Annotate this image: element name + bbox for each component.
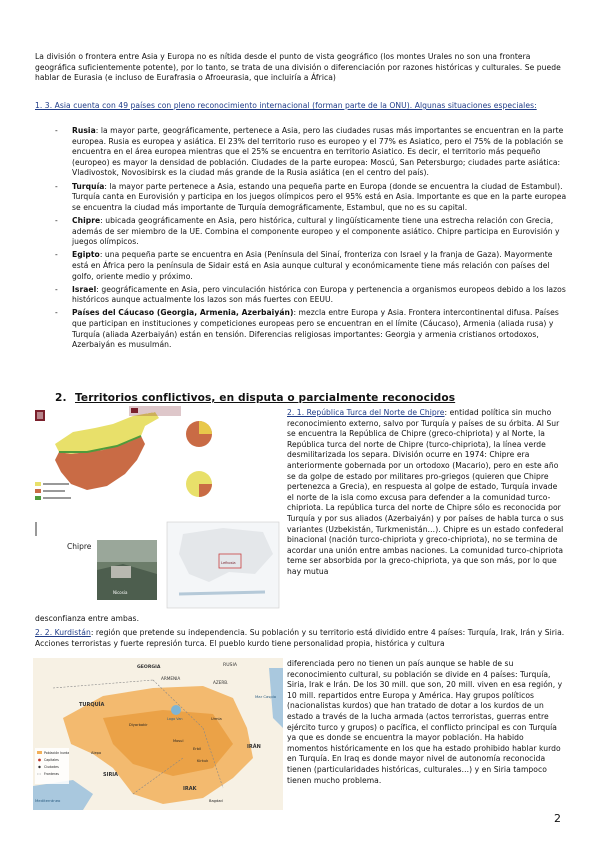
legend-row bbox=[35, 496, 41, 500]
cyprus-collage bbox=[33, 404, 283, 612]
map-label: IRÁN bbox=[247, 744, 261, 750]
cyprus-paragraph bbox=[287, 408, 565, 578]
city-label: Kirkuk bbox=[197, 759, 209, 763]
bullet-dash: - bbox=[55, 215, 58, 225]
item-name: Israel bbox=[72, 284, 97, 294]
list-item-turquia bbox=[55, 182, 567, 214]
cyprus-title: 2. 1. República Turca del Norte de Chipre bbox=[287, 408, 445, 417]
cyprus-figure bbox=[33, 404, 283, 612]
aerial-photo-building bbox=[111, 566, 131, 578]
item-text: : geográficamente en Asia, pero vinculación histórica con Europa y pertenencia a organismos europeos debido a los lazos históricos aunque actualmente los lazos son más fuertes con EEUU. bbox=[72, 284, 566, 305]
city-label: Diyarbakir bbox=[129, 723, 148, 727]
legend-row-text bbox=[43, 483, 69, 485]
map-label: Mar Caspio bbox=[255, 694, 277, 699]
map-caption: Chipre bbox=[67, 542, 92, 551]
item-name: Países del Cáucaso (Georgia, Armenia, Azerbaiyán) bbox=[72, 308, 294, 318]
legend-row bbox=[35, 489, 41, 493]
kurdistan-paragraph: diferenciada pero no tienen un país aunque se hable de su reconocimiento cultural, su población se divide en 4 países: Turquía, Siria, Irak e Irán. De los 30 mill. que son, 20 mill. viven en esa región, y 10 mill. repartidos entre Europa y América. Hay grupos políticos (nacionalistas kurdos) que han tratado de dotar a los kurdos de un estado a través de la lucha armada (actos terroristas, guerras entre ejército turco y grupos) o pacífica, el conflicto principal es con Turquía ya que es donde se encuentra la mayor población. Ha habido momentos históricamente en los que ha estado prohibido hablar kurdo en Turquía. En Iraq es donde mayor nivel de autonomía reconocida tienen (particularidades históricas, culturales…) y en Siria tampoco tienen mucho problema. bbox=[287, 659, 563, 785]
pie-slice bbox=[199, 421, 212, 434]
bullet-dash: - bbox=[55, 284, 58, 294]
item-name: Chipre bbox=[72, 215, 101, 225]
item-text: : mezcla entre Europa y Asia. Frontera intercontinental difusa. Países que participan en instituciones y competiciones europeas pero se encuentran en el límite (Cáucaso), Armenia (aliada rusa) y Turquía (aliada Azerbaiyán) están en tensión. Diferencias religiosas importantes: Georgia y armenia cristianos ortodoxos, Azerbaiyán es musulmán. bbox=[72, 308, 559, 350]
map-label: TURQUÍA bbox=[79, 702, 105, 708]
legend-row bbox=[35, 482, 41, 486]
legend-label: Chipre del Norte bbox=[140, 410, 177, 415]
caption-rule bbox=[35, 522, 37, 536]
item-name: Rusia bbox=[72, 126, 96, 135]
lake-van bbox=[171, 705, 181, 715]
section-title: Territorios conflictivos, en disputa o parcialmente reconocidos bbox=[75, 392, 456, 404]
bullet-dash: - bbox=[55, 181, 58, 191]
list-item-rusia bbox=[55, 126, 567, 179]
special-cases-list bbox=[55, 126, 567, 353]
bullet-dash: - bbox=[55, 308, 58, 318]
legend-box bbox=[129, 406, 181, 416]
location-label: Lefkosia bbox=[221, 561, 236, 565]
item-name: Egipto bbox=[72, 250, 100, 260]
map-label: SIRIA bbox=[103, 772, 119, 778]
legend-row-text bbox=[43, 497, 71, 499]
kurdistan-intro bbox=[35, 628, 565, 649]
map-label: Lago Van bbox=[167, 717, 183, 721]
list-item-egipto bbox=[55, 250, 567, 282]
section-1-3-heading: 1. 3. Asia cuenta con 49 países con pleno reconocimiento internacional (forman parte de la ONU). Algunas situaciones especiales: bbox=[35, 101, 537, 110]
map-label: IRAK bbox=[183, 786, 197, 792]
item-text: : una pequeña parte se encuentra en Asia (Península del Sinaí, fronteriza con Israel y la franja de Gaza). Mayormente está en África pero la península de Sidair está en Asia aunque cultural y económicamente tiene más relación con países del golfo, oriente medio y próximo. bbox=[72, 250, 553, 281]
city-label: Alepo bbox=[91, 751, 102, 755]
kurdistan-map-svg bbox=[33, 658, 283, 810]
section-2-heading bbox=[55, 392, 455, 404]
legend-swatch bbox=[38, 759, 41, 762]
legend-label: Ciudades bbox=[44, 765, 59, 769]
kurdistan-title: 2. 2. Kurdistán bbox=[35, 628, 91, 637]
page-number: 2 bbox=[554, 812, 561, 825]
emblem-detail bbox=[37, 412, 43, 419]
legend-label: Población kurda bbox=[44, 751, 70, 755]
map-label: RUSIA bbox=[223, 663, 237, 668]
cyprus-body: : entidad política sin mucho reconocimiento externo, salvo por Turquía y países de su órbita. Al Sur se encuentra la República de Chipre (greco-chipriota) y al Norte, la República turca del norte de Chipre (turco-chipriota), la línea verde desmilitarizada los separa. División ocurre en 1974: Chipre era anteriormente gobernada por un ortodoxo (Macario), pero en este año se da golpe de estado por militares pro-griegos (quieren que Chipre pertenezca a Grecia), en respuesta al golpe de estado, Turquía invade el norte de la isla como excusa para defender a la comunidad turco-chipriota. La república turca del norte de Chipre sólo es reconocida por Turquía y por sus aliados (Azerbaiyán) y por países de habla turca o sus variantes (Uzbekistán, Turkmenistán…). Chipre es un estado confederal binacional (nación turco-chipriota y greco-chipriota), no se termina de acordar una unión entre ambas naciones. La comunidad turco-chipriota teme ser absorbida por la greco-chipriota, ya que son más, por lo que hay mutua bbox=[287, 408, 564, 576]
map-label: AZERB. bbox=[213, 680, 229, 685]
city-label: Urmia bbox=[211, 717, 222, 721]
item-name: Turquía bbox=[72, 181, 105, 191]
city-label: Mosul bbox=[173, 739, 184, 743]
legend-swatch bbox=[37, 751, 42, 754]
list-item-israel bbox=[55, 285, 567, 306]
section-number: 2. bbox=[55, 392, 67, 404]
item-text: : la mayor parte pertenece a Asia, estando una pequeña parte en Europa (donde se encuentra la ciudad de Estambul). Turquía canta en Eurovisión y participa en los juegos olímpicos pero el 95% está en Asia. Importante es que en la parte europea se encuentra la ciudad más importante de Turquía demográficamente, Estambul, que no es su capital. bbox=[72, 181, 567, 212]
map-label: GEORGIA bbox=[137, 665, 161, 670]
item-text: : ubicada geográficamente en Asia, pero histórica, cultural y lingüísticamente tiene una estrecha relación con Grecia, además de ser miembro de la UE. Combina el componente europeo y el componente asiático. Chipre participa en Eurovisión y juegos olímpicos. bbox=[72, 215, 560, 247]
location-map-sea bbox=[179, 592, 265, 594]
photo-label: Nicosia bbox=[113, 590, 128, 595]
bullet-dash: - bbox=[55, 250, 58, 260]
cyprus-paragraph-end: desconfianza entre ambas. bbox=[35, 614, 140, 623]
item-text: : la mayor parte, geográficamente, pertenece a Asia, pero las ciudades rusas más importantes se encuentran en la parte europea. Rusia es europea y asiática. El 23% del territorio ruso es europeo y el 77% es Asiatico, pero el 75% de la población se encuentra en el área europea mientras que el 25% se encuentra en territorio Asiatico. Es decir, el territorio más pequeño (europeo) es mayor la densidad de población. Ciudades de la parte europea: Moscú, San Petersburgo; ciudades parte asiática: Vladivostok, Novosibirsk es la ciudad más grande de la Rusia asiática (en el centro del país). bbox=[72, 126, 564, 178]
legend-label: Fronteras bbox=[44, 772, 59, 776]
bullet-dash: - bbox=[55, 126, 58, 135]
aerial-photo-sky bbox=[97, 540, 157, 562]
map-label: Mediterráneo bbox=[35, 798, 61, 803]
legend-row-text bbox=[43, 490, 65, 492]
intro-paragraph: La división o frontera entre Asia y Europa no es nítida desde el punto de vista geográfico (los montes Urales no son una frontera geográfica suficientemente potente), por lo tanto, se trata de una división o diferenciación por razones históricas y culturales. Se puede hablar de Eurasia (e incluso de Eurafrasia o Afroeurasia, que incluiría a África) bbox=[35, 52, 561, 83]
legend-label: Capitales bbox=[44, 758, 59, 762]
legend-swatch bbox=[38, 766, 40, 768]
city-label: Bagdad bbox=[209, 799, 223, 803]
kurdistan-intro-text: : región que pretende su independencia. Su población y su territorio está dividido entre 4 países: Turquía, Irak, Irán y Siria. Acciones terroristas y fuerte represión turca. El pueblo kurdo tiene personalidad propia, histórica y cultura bbox=[35, 628, 565, 648]
list-item-caucaso bbox=[55, 308, 567, 350]
list-item-chipre bbox=[55, 216, 567, 248]
kurdistan-map bbox=[33, 658, 283, 810]
pie-slice bbox=[199, 484, 212, 497]
map-label: ARMENIA bbox=[161, 676, 181, 681]
city-label: Erbil bbox=[193, 747, 202, 751]
